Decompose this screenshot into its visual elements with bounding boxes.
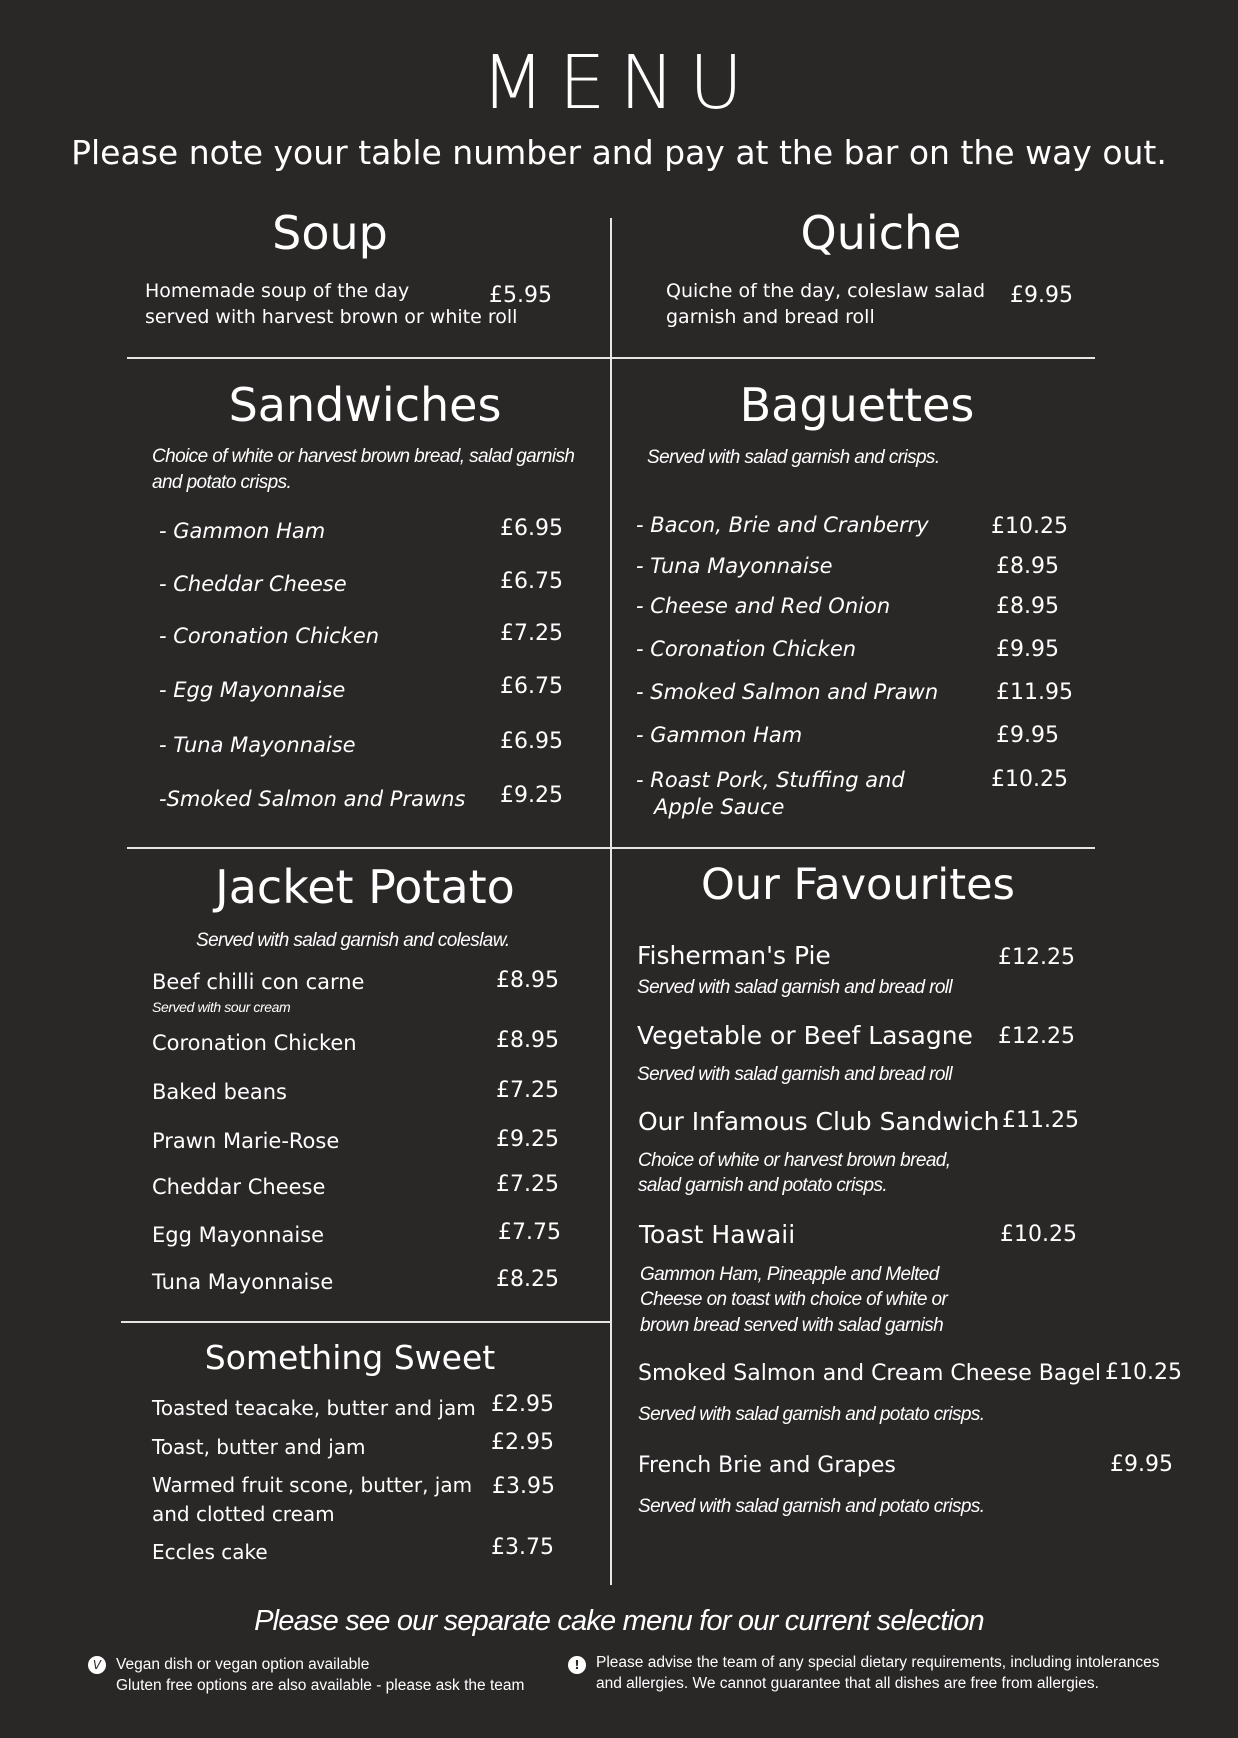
favourite-desc: Served with salad garnish and bread roll bbox=[637, 977, 953, 998]
soup-price: £5.95 bbox=[489, 283, 552, 308]
jacket-price: £9.25 bbox=[496, 1127, 559, 1152]
sandwich-item: - Coronation Chicken bbox=[159, 624, 380, 648]
jacket-item: Coronation Chicken bbox=[152, 1031, 357, 1055]
baguette-price: £10.25 bbox=[991, 514, 1068, 539]
jacket-potato-note: Served with salad garnish and coleslaw. bbox=[196, 930, 510, 951]
something-sweet-heading: Something Sweet bbox=[204, 1338, 496, 1377]
favourite-desc: Served with salad garnish and bread roll bbox=[637, 1064, 953, 1085]
baguette-price: £8.95 bbox=[996, 554, 1059, 579]
baguette-item: - Coronation Chicken bbox=[636, 637, 857, 661]
sandwiches-note-line1: Choice of white or harvest brown bread, salad garnish bbox=[152, 446, 575, 467]
jacket-price: £8.25 bbox=[496, 1267, 559, 1292]
menu-subtitle: Please note your table number and pay at the bar on the way out. bbox=[71, 133, 1167, 172]
sweet-price: £2.95 bbox=[491, 1392, 554, 1417]
sweet-item: Toast, butter and jam bbox=[152, 1435, 366, 1459]
jacket-item: Beef chilli con carne bbox=[152, 970, 365, 994]
allergy-note-line1: Please advise the team of any special dietary requirements, including intolerances bbox=[596, 1654, 1160, 1671]
baguettes-note: Served with salad garnish and crisps. bbox=[647, 447, 940, 468]
jacket-price: £7.25 bbox=[496, 1078, 559, 1103]
jacket-potato-heading: Jacket Potato bbox=[215, 860, 515, 914]
sandwich-price: £6.75 bbox=[500, 674, 563, 699]
sandwich-item: -Smoked Salmon and Prawns bbox=[159, 787, 466, 811]
vegan-icon: V bbox=[88, 1656, 106, 1674]
quiche-desc-line1: Quiche of the day, coleslaw salad bbox=[666, 280, 986, 302]
sweet-price: £3.95 bbox=[492, 1474, 555, 1499]
baguette-price: £9.95 bbox=[996, 723, 1059, 748]
jacket-price: £8.95 bbox=[496, 1028, 559, 1053]
baguette-item: - Cheese and Red Onion bbox=[636, 594, 891, 618]
favourite-price: £10.25 bbox=[1000, 1222, 1077, 1247]
jacket-item: Egg Mayonnaise bbox=[152, 1223, 325, 1247]
favourite-desc: salad garnish and potato crisps. bbox=[638, 1175, 888, 1196]
baguette-price: £8.95 bbox=[996, 594, 1059, 619]
baguette-item: - Gammon Ham bbox=[636, 723, 803, 747]
favourite-desc: Cheese on toast with choice of white or bbox=[640, 1289, 948, 1310]
baguette-price: £10.25 bbox=[991, 767, 1068, 792]
sandwich-item: - Cheddar Cheese bbox=[159, 572, 347, 596]
favourite-item: Fisherman's Pie bbox=[637, 941, 831, 970]
quiche-desc-line2: garnish and bread roll bbox=[666, 306, 875, 328]
baguette-item: - Bacon, Brie and Cranberry bbox=[636, 513, 929, 537]
allergy-warning-icon: ! bbox=[568, 1656, 586, 1674]
sandwich-item: - Gammon Ham bbox=[159, 519, 326, 543]
jacket-item-sub: Served with sour cream bbox=[152, 999, 291, 1015]
gluten-free-note: Gluten free options are also available - please ask the team bbox=[116, 1677, 525, 1694]
sandwiches-note-line2: and potato crisps. bbox=[152, 472, 292, 493]
favourite-item: Vegetable or Beef Lasagne bbox=[637, 1021, 973, 1050]
jacket-price: £7.25 bbox=[496, 1172, 559, 1197]
jacket-item: Prawn Marie-Rose bbox=[152, 1129, 340, 1153]
baguette-item-line2: Apple Sauce bbox=[654, 795, 785, 819]
favourite-price: £10.25 bbox=[1105, 1360, 1182, 1385]
sandwiches-heading: Sandwiches bbox=[228, 378, 502, 432]
soup-desc-line2: served with harvest brown or white roll bbox=[145, 306, 518, 328]
jacket-price: £8.95 bbox=[496, 968, 559, 993]
divider-sweet bbox=[121, 1321, 611, 1323]
baguette-price: £11.95 bbox=[996, 680, 1073, 705]
favourite-item: Smoked Salmon and Cream Cheese Bagel bbox=[638, 1361, 1101, 1386]
favourite-price: £12.25 bbox=[998, 1024, 1075, 1049]
sandwich-item: - Tuna Mayonnaise bbox=[159, 733, 356, 757]
sweet-item: Toasted teacake, butter and jam bbox=[152, 1396, 476, 1420]
sweet-price: £3.75 bbox=[491, 1535, 554, 1560]
baguette-item: - Roast Pork, Stuffing and bbox=[636, 768, 905, 792]
soup-heading: Soup bbox=[272, 206, 388, 260]
favourite-price: £11.25 bbox=[1002, 1108, 1079, 1133]
divider-middle bbox=[127, 847, 1095, 849]
our-favourites-heading: Our Favourites bbox=[701, 860, 1015, 910]
jacket-item: Baked beans bbox=[152, 1080, 287, 1104]
baguette-item: - Tuna Mayonnaise bbox=[636, 554, 833, 578]
soup-desc-line1: Homemade soup of the day bbox=[145, 280, 410, 302]
favourite-desc: Served with salad garnish and potato crisps. bbox=[638, 1496, 985, 1517]
quiche-heading: Quiche bbox=[800, 206, 962, 260]
jacket-item: Tuna Mayonnaise bbox=[152, 1270, 334, 1294]
divider-top bbox=[127, 357, 1095, 359]
cake-menu-note: Please see our separate cake menu for our current selection bbox=[254, 1605, 984, 1637]
favourite-desc: Served with salad garnish and potato crisps. bbox=[638, 1404, 985, 1425]
sandwich-price: £6.75 bbox=[500, 569, 563, 594]
sweet-item: Eccles cake bbox=[152, 1540, 268, 1564]
baguettes-heading: Baguettes bbox=[739, 378, 975, 432]
favourite-desc: Choice of white or harvest brown bread, bbox=[638, 1150, 951, 1171]
sandwich-item: - Egg Mayonnaise bbox=[159, 678, 346, 702]
favourite-item: French Brie and Grapes bbox=[638, 1453, 896, 1478]
jacket-item: Cheddar Cheese bbox=[152, 1175, 326, 1199]
favourite-price: £9.95 bbox=[1110, 1452, 1173, 1477]
vegan-note-line1: Vegan dish or vegan option available bbox=[116, 1656, 370, 1673]
quiche-price: £9.95 bbox=[1010, 283, 1073, 308]
favourite-item: Toast Hawaii bbox=[639, 1220, 796, 1249]
sandwich-price: £6.95 bbox=[500, 729, 563, 754]
baguette-item: - Smoked Salmon and Prawn bbox=[636, 680, 939, 704]
sweet-item-line2: and clotted cream bbox=[152, 1502, 335, 1526]
sandwich-price: £7.25 bbox=[500, 621, 563, 646]
favourite-item: Our Infamous Club Sandwich bbox=[638, 1107, 1000, 1136]
sweet-item: Warmed fruit scone, butter, jam bbox=[152, 1473, 473, 1497]
favourite-price: £12.25 bbox=[998, 945, 1075, 970]
sweet-price: £2.95 bbox=[491, 1430, 554, 1455]
allergy-note-line2: and allergies. We cannot guarantee that all dishes are free from allergies. bbox=[596, 1675, 1099, 1692]
center-divider bbox=[610, 218, 612, 1585]
baguette-price: £9.95 bbox=[996, 637, 1059, 662]
favourite-desc: Gammon Ham, Pineapple and Melted bbox=[640, 1264, 939, 1285]
sandwich-price: £9.25 bbox=[500, 783, 563, 808]
favourite-desc: brown bread served with salad garnish bbox=[640, 1315, 944, 1336]
jacket-price: £7.75 bbox=[498, 1220, 561, 1245]
menu-title: MENU bbox=[480, 40, 758, 126]
sandwich-price: £6.95 bbox=[500, 516, 563, 541]
